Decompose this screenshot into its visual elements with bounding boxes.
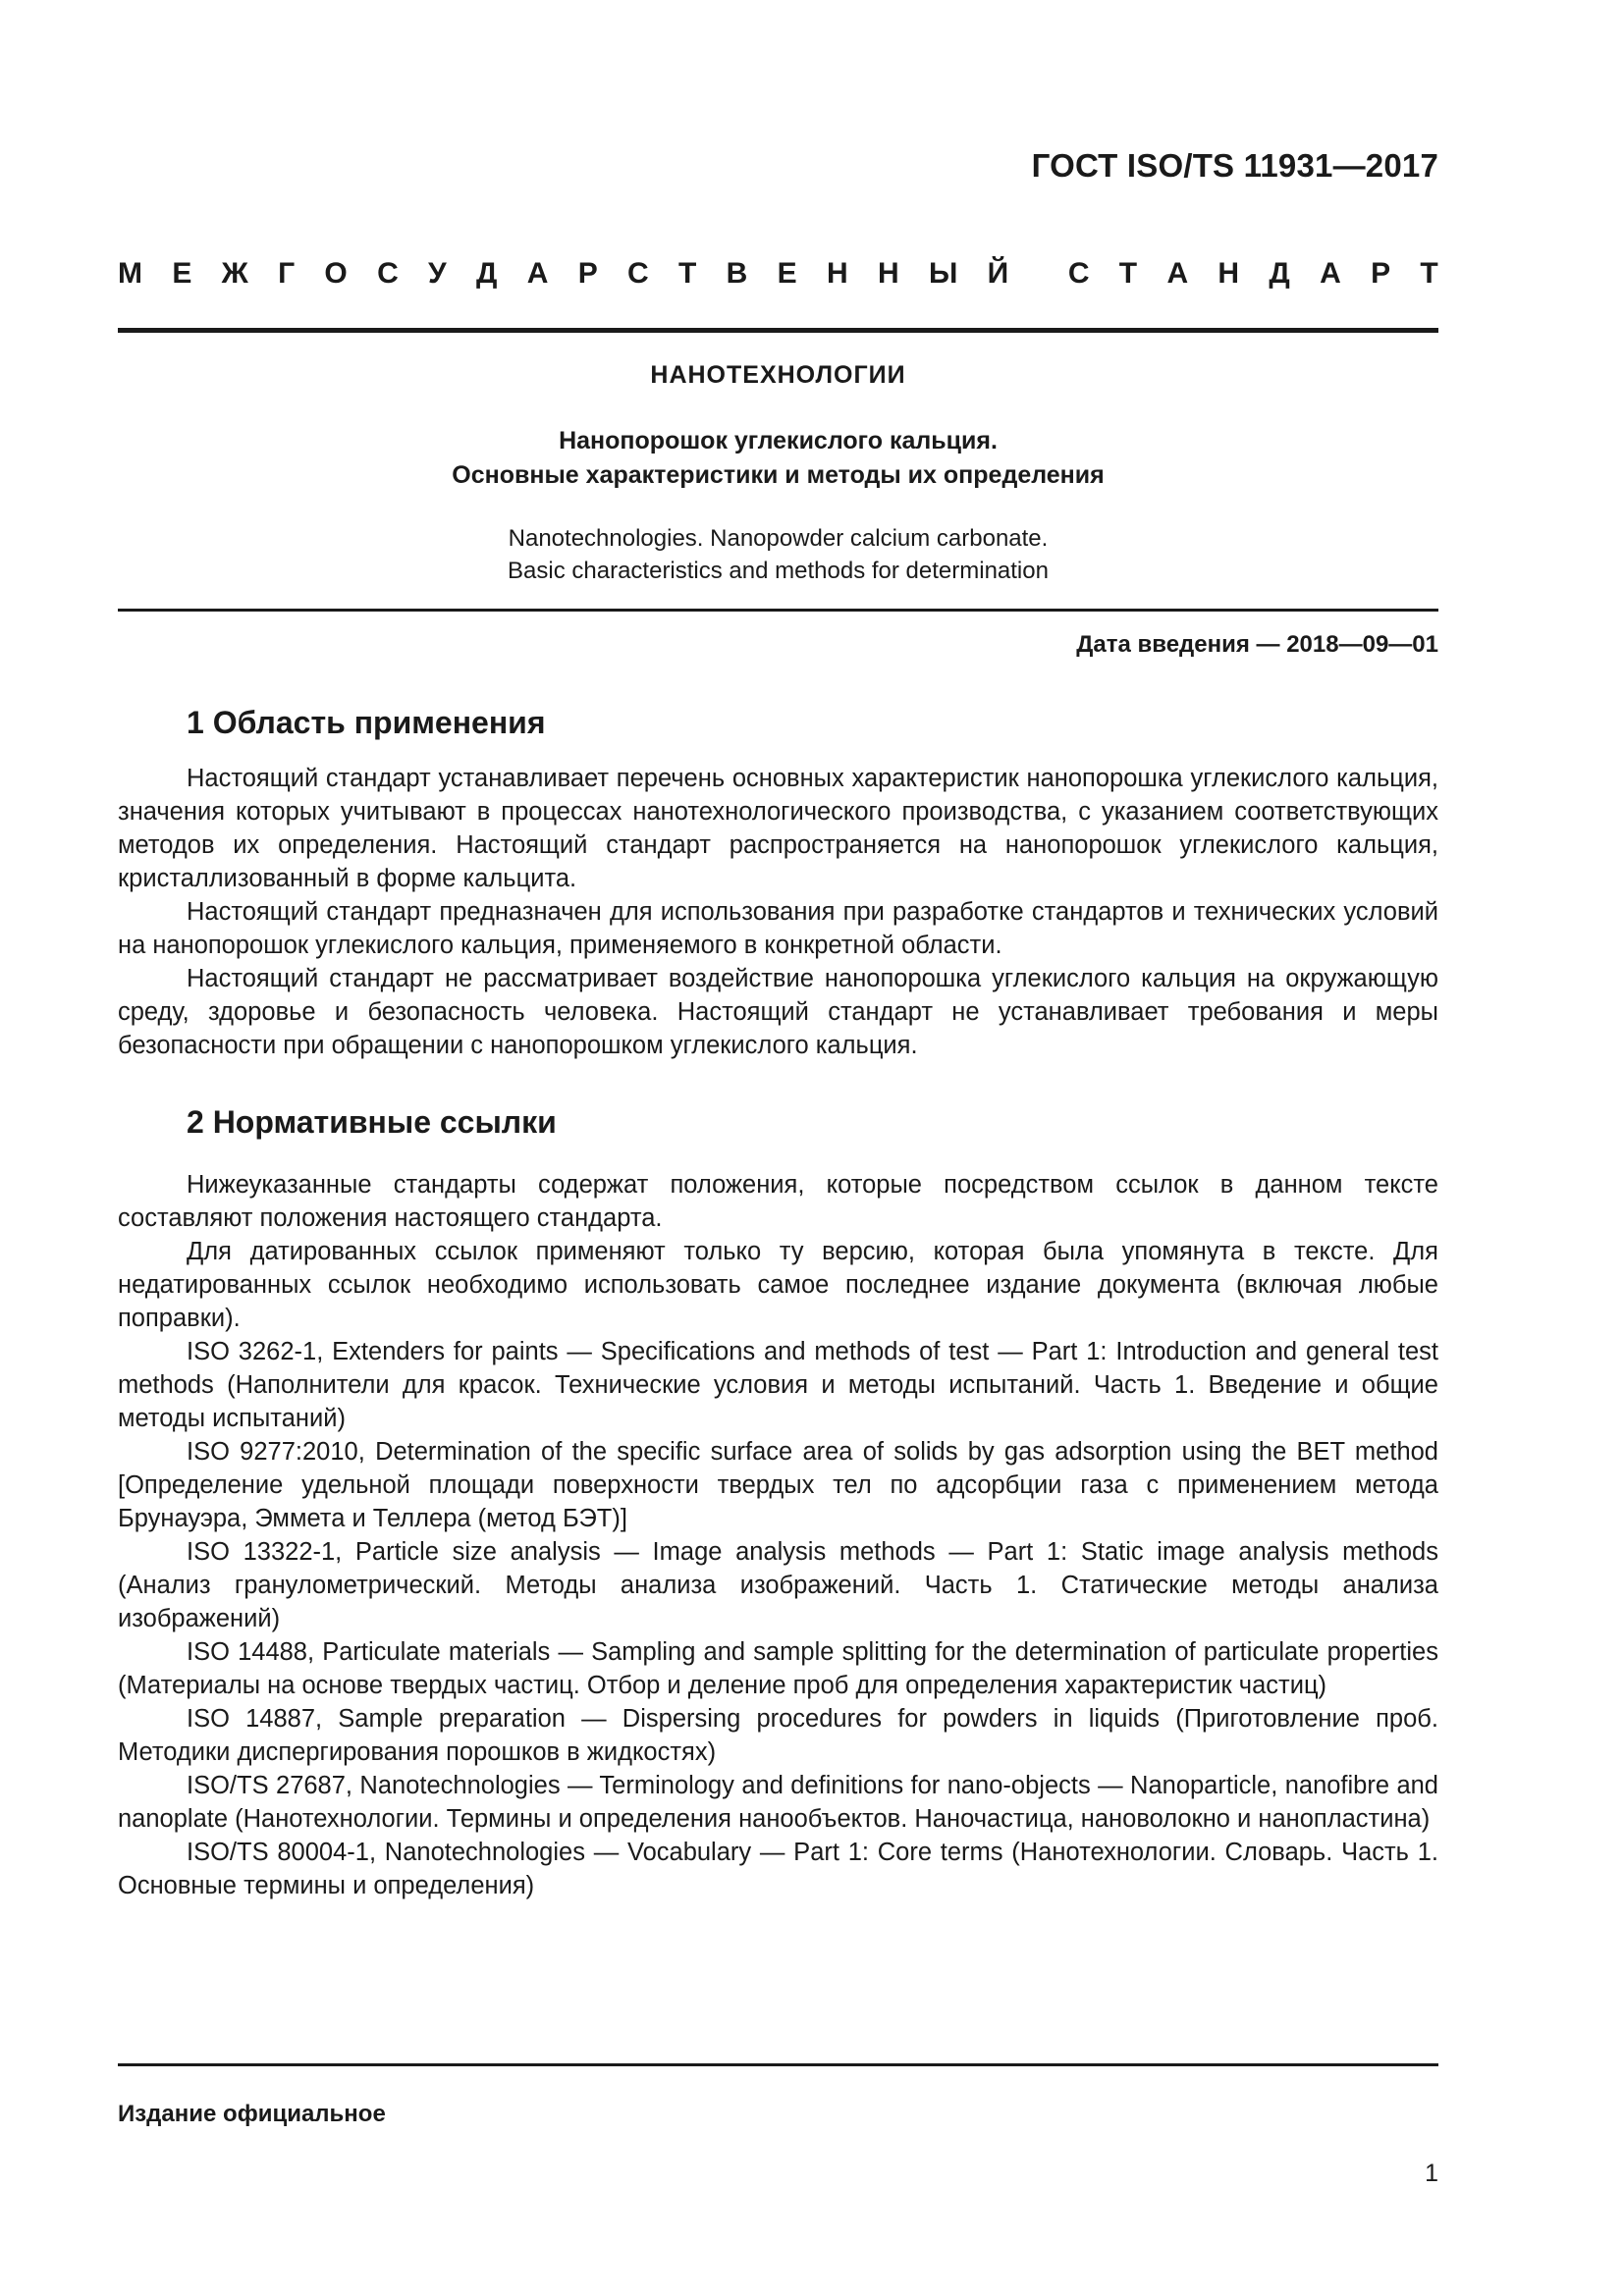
- title-divider: [118, 609, 1438, 612]
- page-number: 1: [1425, 2160, 1438, 2187]
- heading-letter: Ж: [221, 257, 248, 290]
- document-title: НАНОТЕХНОЛОГИИ: [650, 361, 906, 389]
- reference-entry: ISO 14488, Particulate materials — Sampling and sample splitting for the determination of particulate properties (Материалы на основе твердых частиц. Отбор и деление проб для определения характеристик частиц): [118, 1638, 1438, 1699]
- section-2-body: [118, 1168, 1438, 1902]
- subtitle-english: [118, 522, 1438, 587]
- reference-entry: ISO/TS 80004-1, Nanotechnologies — Vocabulary — Part 1: Core terms (Нанотехнологии. Словарь. Часть 1. Основные термины и определения): [118, 1839, 1438, 1899]
- introduction-date: Дата введения — 2018—09—01: [1076, 631, 1438, 658]
- section-1-body: [118, 762, 1438, 1062]
- heading-letter: В: [726, 257, 748, 290]
- heading-letter: Г: [278, 257, 296, 290]
- section-1-title: 1 Область применения: [187, 705, 546, 740]
- footer-divider: [118, 2063, 1438, 2066]
- heading-letter: Е: [172, 257, 192, 290]
- subtitle-ru-line: Основные характеристики и методы их определения: [452, 461, 1105, 489]
- heading-letter: Т: [1420, 257, 1438, 290]
- interstate-standard-heading: [118, 257, 1438, 291]
- heading-letter: А: [526, 257, 549, 290]
- heading-letter: А: [1166, 257, 1189, 290]
- paragraph: Настоящий стандарт устанавливает перечень основных характеристик нанопорошка углекислого кальция, значения которых учитывают в процессах нанотехнологического производства, с указанием соответствующих методов их определения. Настоящий стандарт распространяется на нанопорошок углекислого кальция, кристаллизованный в форме кальцита.: [118, 765, 1438, 892]
- heading-letter: Ы: [928, 257, 958, 290]
- paragraph: Настоящий стандарт не рассматривает воздействие нанопорошка углекислого кальция на окружающую среду, здоровье и безопасность человека. Настоящий стандарт не устанавливает требования и меры безопасности при обращении с нанопорошком углекислого кальция.: [118, 965, 1438, 1059]
- heading-letter: Р: [577, 257, 598, 290]
- reference-entry: ISO 13322-1, Particle size analysis — Image analysis methods — Part 1: Static image analysis methods (Анализ гранулометрический. Методы анализа изображений. Часть 1. Статические методы анализа изображений): [118, 1538, 1438, 1632]
- heading-letter: А: [1320, 257, 1341, 290]
- paragraph: Для датированных ссылок применяют только ту версию, которая была упомянута в тексте. Для недатированных ссылок необходимо использовать самое последнее издание документа (включая любые поправки).: [118, 1238, 1438, 1332]
- heading-letter: О: [324, 257, 348, 290]
- heading-letter: С: [627, 257, 649, 290]
- heading-letter: Р: [1371, 257, 1391, 290]
- heading-letter: Т: [1118, 257, 1138, 290]
- subtitle-en-line: Nanotechnologies. Nanopowder calcium carbonate.: [508, 525, 1049, 552]
- section-2-title: 2 Нормативные ссылки: [187, 1104, 557, 1140]
- subtitle-ru-line: Нанопорошок углекислого кальция.: [559, 427, 998, 454]
- heading-letter: Н: [877, 257, 899, 290]
- reference-entry: ISO/TS 27687, Nanotechnologies — Terminology and definitions for nano-objects — Nanoparticle, nanofibre and nanoplate (Нанотехнологии. Термины и определения нанообъектов. Наночастица, нановолокно и нанопластина): [118, 1772, 1438, 1833]
- heading-letter: У: [428, 257, 447, 290]
- official-edition-label: Издание официальное: [118, 2101, 386, 2127]
- heading-letter: Т: [678, 257, 697, 290]
- subtitle-russian: [118, 424, 1438, 493]
- reference-entry: ISO 14887, Sample preparation — Dispersing procedures for powders in liquids (Приготовление проб. Методики диспергирования порошков в жидкостях): [118, 1705, 1438, 1766]
- paragraph: Настоящий стандарт предназначен для использования при разработке стандартов и технических условий на нанопорошок углекислого кальция, применяемого в конкретной области.: [118, 898, 1438, 959]
- reference-entry: ISO 3262-1, Extenders for paints — Specifications and methods of test — Part 1: Introduction and general test methods (Наполнители для красок. Технические условия и методы испытаний. Часть 1. Введение и общие методы испытаний): [118, 1338, 1438, 1432]
- header-divider: [118, 328, 1438, 333]
- heading-letter: Н: [1217, 257, 1240, 290]
- heading-letter: М: [118, 257, 142, 290]
- heading-letter: С: [377, 257, 399, 290]
- standard-id: ГОСТ ISO/TS 11931—2017: [1031, 147, 1438, 184]
- heading-letter: Н: [826, 257, 848, 290]
- paragraph: Нижеуказанные стандарты содержат положения, которые посредством ссылок в данном тексте составляют положения настоящего стандарта.: [118, 1171, 1438, 1232]
- reference-entry: ISO 9277:2010, Determination of the specific surface area of solids by gas adsorption using the BET method [Определение удельной площади поверхности твердых тел по адсорбции газа с применением метода Брунауэра, Эммета и Теллера (метод БЭТ)]: [118, 1438, 1438, 1532]
- heading-letter: С: [1067, 257, 1090, 290]
- heading-letter: Й: [987, 257, 1009, 290]
- heading-letter: Е: [777, 257, 797, 290]
- subtitle-en-line: Basic characteristics and methods for determination: [508, 558, 1049, 584]
- heading-letter: Д: [476, 257, 498, 290]
- heading-letter: Д: [1269, 257, 1290, 290]
